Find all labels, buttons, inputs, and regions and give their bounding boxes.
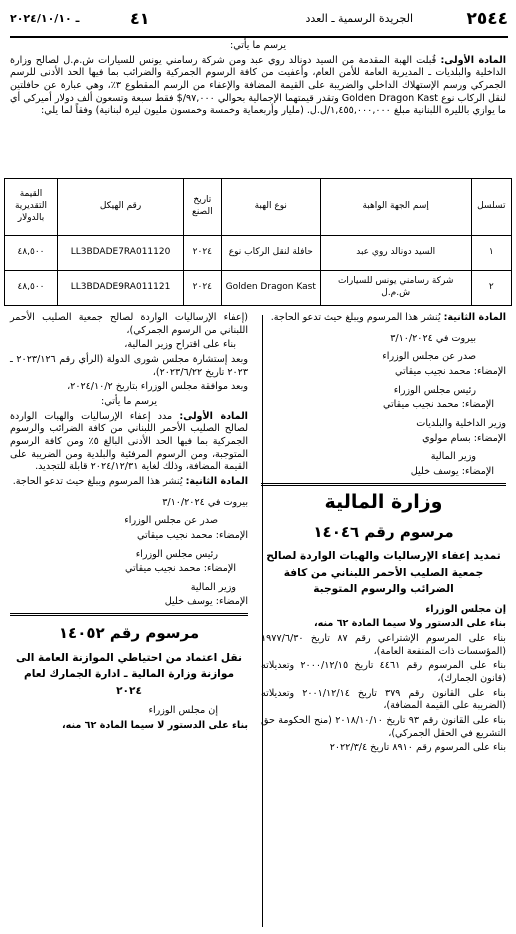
signature: الإمضاء: يوسف خليل [410,465,494,477]
article-2 [261,312,506,325]
table-cell: ٤٨,٥٠٠ [5,236,58,271]
column-header: إسم الجهة الواهبة [320,179,471,236]
preamble: يرسم ما يأتي: [229,40,287,51]
decree-title: نقل اعتماد من احتياطي الموازنة العامة الى موازنة وزارة المالية ـ ادارة الجمارك لعام ٢٠٢٤ [16,651,242,697]
column-header: رقم الهيكل [58,179,184,236]
decree-number: مرسوم رقم ١٤٠٥٢ [58,624,200,643]
article-text: قُبلت الهبة المقدمة من السيد دونالد روي عبد ومن شركة رسامني يونس للسيارات ش.م.ل لصالح وزارة الداخلية والبلديات ـ المديرية العامة للأمن العام، وأعفيت من كافة الرسوم الجمركية والضرائب بما فيها الحد الأدنى للرسم الجمركي ورسم الإستهلاك الداخلي والضريبة على القيمة المضافة والإعفاء من الرسم المقطوع ٣٪، وهي عبارة عن حافلتين لنقل الركاب نوع Golden Dragon Kast وتقدر قيمتهما الإجمالية بحوالي ٩٧,٠٠٠/$ فقط سبعة وتسعون ألف دولار أميركي أي ما يوازي بالليرة اللبنانية مبلغ ١,٤٥٥,٠٠٠,٠٠٠/ل.ل. (مليار وأربعماية وخمسة وخمسون مليون ليرة لبنانية) وفقاً لما يلي: [10,54,506,117]
legal-basis: وبعد موافقة مجلس الوزراء بتاريخ ٢٠٢٤/١٠/٢، [67,381,248,393]
article-text: مدد إعفاء الإرساليات والهبات الواردة لصالح الصليب الأحمر اللبناني من كافة الضرائب والرسوم الجمركية بما فيها الحد الأدنى البالغ ٥٪ ومن كافة الرسوم المتوجبة، ومن الرسوم المرفئية والبلدية ومن الضريبة على القيمة المضافة، وذلك لغاية ٢٠٢٤/١٢/٣١ قابلة للتجديد. [10,410,248,473]
article-1 [10,55,506,118]
council-heading: إن مجلس الوزراء [148,705,218,717]
signature: الإمضاء: محمد نجيب ميقاتي [125,563,236,575]
preamble: يرسم ما يأتي: [100,395,158,407]
table-cell: السيد دونالد روي عبد [320,236,471,271]
legal-basis: (إعفاء الإرساليات الواردة لصالح جمعية الصليب الأحمر اللبناني من الرسوم الجمركي)، [10,312,248,336]
top-decree-section [10,40,506,118]
place-date: بيروت في ٣/١٠/٢٠٢٤ [390,332,476,344]
decree-number: مرسوم رقم ١٤٠٤٦ [313,522,454,541]
table-cell: ٢٠٢٤ [184,271,222,306]
page-header [10,8,508,38]
issued-by: صدر عن مجلس الوزراء [124,515,218,527]
article-text: يُنشر هذا المرسوم ويبلغ حيث تدعو الحاجة. [270,312,441,323]
table-cell: Golden Dragon Kast [221,271,320,306]
table-cell: ٢٠٢٤ [184,236,222,271]
left-column [10,312,248,734]
article-label: المادة الأولى: [179,410,248,422]
legal-basis: بناء على المرسوم رقم ٨٩١٠ تاريخ ٢٠٢٢/٣/٤ [329,742,506,754]
legal-basis: بناء على المرسوم الإشتراعي رقم ٨٧ تاريخ ١٩٧٧/٦/٣٠ (المؤسسات ذات المنفعة العامة)، [261,632,506,657]
legal-basis: بناء على القانون رقم ٩٣ تاريخ ٢٠١٨/١٠/١٠ (منح الحكومة حق التشريع في الحقل الجمركي)، [261,714,506,739]
signatory-title: وزير المالية [430,451,476,463]
section-divider [10,613,248,616]
article-text: يُنشر هذا المرسوم ويبلغ حيث تدعو الحاجة. [12,475,183,487]
signatory-title: رئيس مجلس الوزراء [393,384,476,396]
ministry-heading: وزارة المالية [324,490,443,513]
article-2 [10,476,248,489]
donation-table [4,178,512,306]
signature: الإمضاء: يوسف خليل [164,596,248,608]
signature: الإمضاء: محمد نجيب ميقاتي [137,529,248,541]
council-heading: إن مجلس الوزراء [425,603,506,615]
issue-number: ٤١ [130,9,150,28]
table-header-row [5,179,512,236]
right-column [261,312,506,757]
page-number: ٢٥٤٤ [466,9,508,29]
table-cell: ٢ [471,271,511,306]
table-cell: حافلة لنقل الركاب نوع [221,236,320,271]
table-cell: LL3BDADE9RA011121 [58,271,184,306]
signature: الإمضاء: بسام مولوي [422,432,506,444]
legal-basis: بناء على المرسوم رقم ٤٤٦١ تاريخ ٢٠٠٠/١٢/١٥ وتعديلاته (قانون الجمارك)، [261,660,506,684]
column-header: تسلسل [471,179,511,236]
place-date: بيروت في ٣/١٠/٢٠٢٤ [162,496,248,508]
gazette-title: الجريدة الرسمية ـ العدد [305,12,413,25]
section-divider [261,483,506,486]
decree-title: تمديد إعفاء الإرساليات والهبات الواردة لصالح جمعية الصليب الأحمر اللبناني من كافة الضرائب والرسوم المتوجبة [266,550,501,596]
table-row [5,236,512,271]
signatory-title: وزير المالية [190,581,236,593]
table-cell: ١ [471,236,511,271]
legal-basis: بناء على الدستور ولا سيما المادة ٦٢ منه، [314,618,506,630]
signature: الإمضاء: محمد نجيب ميقاتي [395,365,506,377]
legal-basis: وبعد إستشارة مجلس شورى الدولة (الرأي رقم ٢٠٢٣/١٢٦ ـ ٢٠٢٣ تاريخ ٢٠٢٣/٦/٢٢)، [10,353,248,378]
issue-date: ـ ٢٠٢٤/١٠/١٠ [10,12,80,25]
column-header: تاريخ الصنع [184,179,222,236]
article-label: المادة الثانية: [185,475,248,487]
signatory-title: وزير الداخلية والبلديات [416,417,506,429]
issued-by: صدر عن مجلس الوزراء [382,351,476,363]
article-label: المادة الأولى: [440,54,506,66]
article-1 [10,411,248,474]
legal-basis: بناء على القانون رقم ٣٧٩ تاريخ ٢٠٠١/١٢/١٤ وتعديلاته (الضريبة على القيمة المضافة)، [261,687,506,712]
legal-basis: بناء على اقتراح وزير المالية، [124,339,236,351]
signatory-title: رئيس مجلس الوزراء [135,548,218,560]
column-header: القيمة التقديرية بالدولار [5,179,58,236]
legal-basis: بناء على الدستور لا سيما المادة ٦٢ منه، [62,719,248,731]
table-cell: ٤٨,٥٠٠ [5,271,58,306]
column-header: نوع الهبة [221,179,320,236]
table-cell: LL3BDADE7RA011120 [58,236,184,271]
article-label: المادة الثانية: [443,312,506,323]
signature: الإمضاء: محمد نجيب ميقاتي [383,399,494,411]
table-row [5,271,512,306]
table-cell: شركة رسامني يونس للسيارات ش.م.ل [320,271,471,306]
